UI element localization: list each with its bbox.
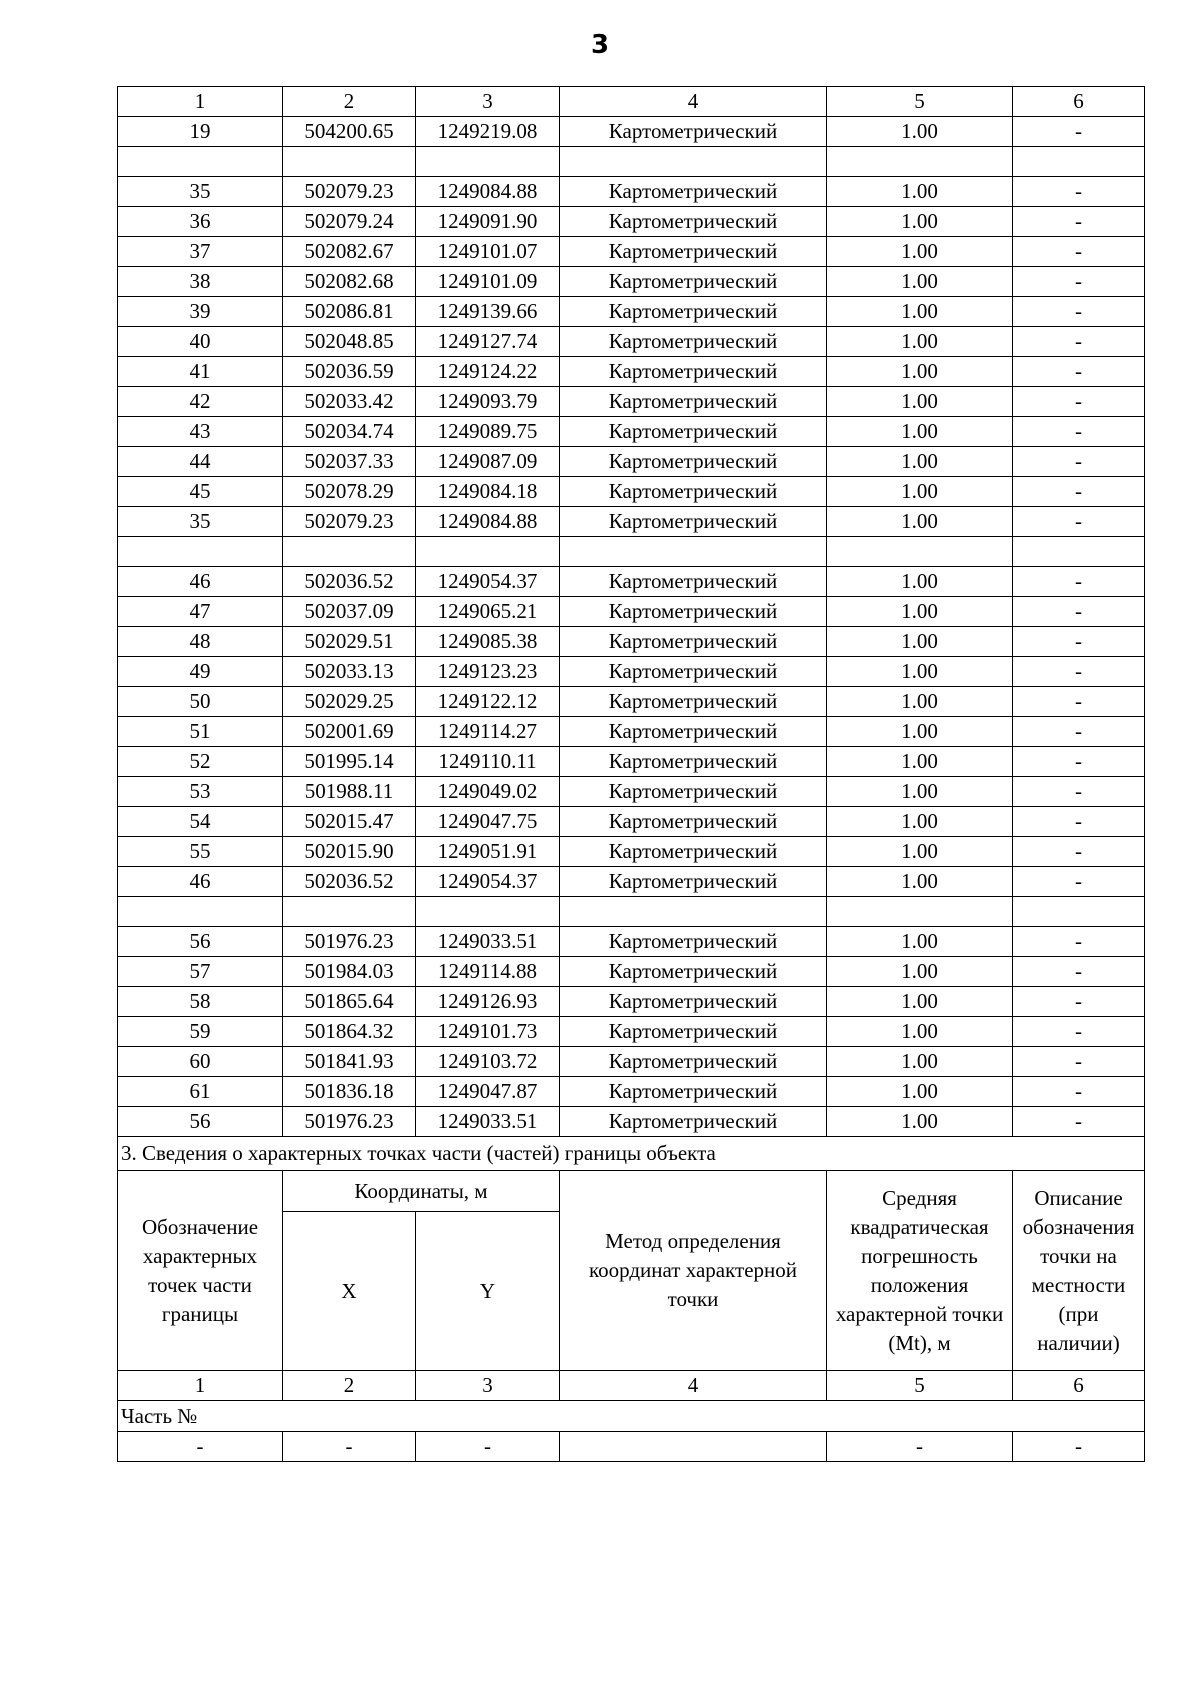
point-number-cell: 56	[118, 927, 283, 957]
column-number-cell: 1	[118, 1371, 283, 1401]
y-coordinate-cell: 1249047.87	[416, 1077, 560, 1107]
point-number-cell: 40	[118, 327, 283, 357]
error-cell: 1.00	[827, 327, 1013, 357]
error-cell: 1.00	[827, 477, 1013, 507]
description-cell: -	[1013, 957, 1145, 987]
point-number-cell: 54	[118, 807, 283, 837]
empty-cell	[118, 537, 283, 567]
point-number-cell: 35	[118, 507, 283, 537]
method-cell: Картометрический	[560, 687, 827, 717]
separator-row	[118, 897, 1145, 927]
empty-cell	[283, 537, 416, 567]
error-cell: 1.00	[827, 717, 1013, 747]
description-cell: -	[1013, 357, 1145, 387]
y-coordinate-cell: 1249139.66	[416, 297, 560, 327]
table-row	[118, 1017, 1145, 1047]
method-cell: Картометрический	[560, 507, 827, 537]
table-row	[118, 1077, 1145, 1107]
error-cell: 1.00	[827, 687, 1013, 717]
description-cell: -	[1013, 477, 1145, 507]
description-cell: -	[1013, 1017, 1145, 1047]
section-title-row	[118, 1137, 1145, 1171]
point-number-cell: 52	[118, 747, 283, 777]
empty-cell	[827, 897, 1013, 927]
description-cell: -	[1013, 447, 1145, 477]
method-cell: Картометрический	[560, 657, 827, 687]
x-coordinate-cell: 502001.69	[283, 717, 416, 747]
y-coordinate-cell: 1249114.27	[416, 717, 560, 747]
point-number-cell: 42	[118, 387, 283, 417]
table-row	[118, 957, 1145, 987]
method-cell: Картометрический	[560, 417, 827, 447]
description-cell: -	[1013, 807, 1145, 837]
point-number-cell: 48	[118, 627, 283, 657]
error-cell: 1.00	[827, 597, 1013, 627]
part-label: Часть №	[118, 1401, 1145, 1432]
part-label-row	[118, 1401, 1145, 1432]
empty-cell	[416, 897, 560, 927]
page-number: 3	[590, 30, 610, 60]
description-cell: -	[1013, 687, 1145, 717]
table-row	[118, 207, 1145, 237]
description-cell: -	[1013, 1077, 1145, 1107]
y-coordinate-cell: 1249047.75	[416, 807, 560, 837]
header-description: Описание обозначения точки на местности (при наличии)	[1013, 1171, 1145, 1371]
table-row	[118, 567, 1145, 597]
table-row	[118, 507, 1145, 537]
method-cell: Картометрический	[560, 807, 827, 837]
x-coordinate-cell: 501976.23	[283, 927, 416, 957]
y-coordinate-cell: 1249049.02	[416, 777, 560, 807]
method-cell: Картометрический	[560, 627, 827, 657]
point-number-cell: 44	[118, 447, 283, 477]
point-number-cell: 56	[118, 1107, 283, 1137]
method-cell: Картометрический	[560, 1077, 827, 1107]
method-cell: Картометрический	[560, 207, 827, 237]
y-coordinate-cell: 1249051.91	[416, 837, 560, 867]
method-cell: Картометрический	[560, 717, 827, 747]
description-cell: -	[1013, 927, 1145, 957]
y-coordinate-cell: 1249103.72	[416, 1047, 560, 1077]
empty-cell	[283, 897, 416, 927]
empty-cell	[827, 147, 1013, 177]
x-coordinate-cell: 501984.03	[283, 957, 416, 987]
x-coordinate-cell: 502078.29	[283, 477, 416, 507]
method-cell: Картометрический	[560, 177, 827, 207]
description-cell: -	[1013, 237, 1145, 267]
description-cell: -	[1013, 837, 1145, 867]
error-cell: -	[827, 1432, 1013, 1462]
header-method: Метод определения координат характерной точки	[560, 1171, 827, 1371]
method-cell: Картометрический	[560, 837, 827, 867]
method-cell: Картометрический	[560, 957, 827, 987]
description-cell: -	[1013, 417, 1145, 447]
error-cell: 1.00	[827, 777, 1013, 807]
x-coordinate-cell: 502029.51	[283, 627, 416, 657]
description-cell: -	[1013, 597, 1145, 627]
column-number-cell: 5	[827, 1371, 1013, 1401]
x-coordinate-cell: 502034.74	[283, 417, 416, 447]
empty-cell	[560, 147, 827, 177]
table-row	[118, 417, 1145, 447]
boundary-points-table	[117, 86, 1145, 1462]
point-number-cell: 60	[118, 1047, 283, 1077]
column-number-cell: 3	[416, 87, 560, 117]
y-coordinate-cell: 1249089.75	[416, 417, 560, 447]
x-coordinate-cell: 501995.14	[283, 747, 416, 777]
point-number-cell: 46	[118, 567, 283, 597]
method-cell: Картометрический	[560, 867, 827, 897]
table-row	[118, 1047, 1145, 1077]
y-coordinate-cell: 1249219.08	[416, 117, 560, 147]
description-cell: -	[1013, 207, 1145, 237]
table-row	[118, 777, 1145, 807]
column-number-cell: 4	[560, 1371, 827, 1401]
method-cell: Картометрический	[560, 327, 827, 357]
column-number-cell: 5	[827, 87, 1013, 117]
empty-cell	[118, 147, 283, 177]
description-cell: -	[1013, 177, 1145, 207]
error-cell: 1.00	[827, 237, 1013, 267]
table-row	[118, 387, 1145, 417]
method-cell: Картометрический	[560, 987, 827, 1017]
x-coordinate-cell: 502082.67	[283, 237, 416, 267]
description-cell: -	[1013, 507, 1145, 537]
method-cell: Картометрический	[560, 117, 827, 147]
separator-row	[118, 147, 1145, 177]
table-row	[118, 327, 1145, 357]
description-cell: -	[1013, 267, 1145, 297]
x-coordinate-cell: 502029.25	[283, 687, 416, 717]
point-number-cell: 61	[118, 1077, 283, 1107]
method-cell: Картометрический	[560, 297, 827, 327]
point-number-cell: 53	[118, 777, 283, 807]
empty-cell	[560, 537, 827, 567]
table-row	[118, 807, 1145, 837]
column-number-cell: 6	[1013, 87, 1145, 117]
description-cell: -	[1013, 297, 1145, 327]
table-row	[118, 117, 1145, 147]
x-coordinate-cell: 502033.13	[283, 657, 416, 687]
empty-cell	[1013, 897, 1145, 927]
column-number-cell: 2	[283, 1371, 416, 1401]
error-cell: 1.00	[827, 387, 1013, 417]
error-cell: 1.00	[827, 1047, 1013, 1077]
table-row	[118, 477, 1145, 507]
table-body	[118, 87, 1145, 1462]
x-coordinate-cell: 501988.11	[283, 777, 416, 807]
description-cell: -	[1013, 117, 1145, 147]
point-number-cell: -	[118, 1432, 283, 1462]
error-cell: 1.00	[827, 207, 1013, 237]
description-cell: -	[1013, 867, 1145, 897]
table-row	[118, 357, 1145, 387]
empty-cell	[1013, 147, 1145, 177]
point-number-cell: 37	[118, 237, 283, 267]
error-cell: 1.00	[827, 927, 1013, 957]
table-row	[118, 1107, 1145, 1137]
table-row	[118, 867, 1145, 897]
table-row	[118, 237, 1145, 267]
x-coordinate-cell: 502036.52	[283, 867, 416, 897]
y-coordinate-cell: 1249110.11	[416, 747, 560, 777]
x-coordinate-cell: 504200.65	[283, 117, 416, 147]
table-row	[118, 927, 1145, 957]
table-row	[118, 627, 1145, 657]
table-row	[118, 747, 1145, 777]
description-cell: -	[1013, 777, 1145, 807]
error-cell: 1.00	[827, 417, 1013, 447]
table-row	[118, 657, 1145, 687]
empty-cell	[416, 537, 560, 567]
point-number-cell: 49	[118, 657, 283, 687]
y-coordinate-cell: 1249126.93	[416, 987, 560, 1017]
x-coordinate-cell: 502082.68	[283, 267, 416, 297]
description-cell: -	[1013, 747, 1145, 777]
description-cell: -	[1013, 1047, 1145, 1077]
section-header-row	[118, 1171, 1145, 1212]
method-cell: Картометрический	[560, 477, 827, 507]
y-coordinate-cell: 1249084.18	[416, 477, 560, 507]
table-row	[118, 1432, 1145, 1462]
header-error: Средняя квадратическая погрешность положения характерной точки (Mt), м	[827, 1171, 1013, 1371]
point-number-cell: 51	[118, 717, 283, 747]
header-coordinates: Координаты, м	[283, 1171, 560, 1212]
x-coordinate-cell: 501976.23	[283, 1107, 416, 1137]
x-coordinate-cell: 502036.52	[283, 567, 416, 597]
x-coordinate-cell: 502048.85	[283, 327, 416, 357]
column-number-cell: 3	[416, 1371, 560, 1401]
error-cell: 1.00	[827, 297, 1013, 327]
x-coordinate-cell: 502036.59	[283, 357, 416, 387]
point-number-cell: 45	[118, 477, 283, 507]
point-number-cell: 57	[118, 957, 283, 987]
empty-cell	[560, 897, 827, 927]
header-y: Y	[416, 1212, 560, 1371]
error-cell: 1.00	[827, 1107, 1013, 1137]
method-cell: Картометрический	[560, 237, 827, 267]
column-number-cell: 6	[1013, 1371, 1145, 1401]
error-cell: 1.00	[827, 807, 1013, 837]
y-coordinate-cell: 1249127.74	[416, 327, 560, 357]
x-coordinate-cell: 502037.09	[283, 597, 416, 627]
table-row	[118, 597, 1145, 627]
x-coordinate-cell: 502079.23	[283, 507, 416, 537]
empty-cell	[416, 147, 560, 177]
method-cell: Картометрический	[560, 1017, 827, 1047]
table-row	[118, 267, 1145, 297]
method-cell: Картометрический	[560, 1107, 827, 1137]
y-coordinate-cell: 1249033.51	[416, 1107, 560, 1137]
section-column-number-row	[118, 1371, 1145, 1401]
y-coordinate-cell: 1249114.88	[416, 957, 560, 987]
x-coordinate-cell: 502015.47	[283, 807, 416, 837]
y-coordinate-cell: 1249054.37	[416, 867, 560, 897]
y-coordinate-cell: 1249101.07	[416, 237, 560, 267]
point-number-cell: 35	[118, 177, 283, 207]
y-coordinate-cell: 1249033.51	[416, 927, 560, 957]
y-coordinate-cell: 1249093.79	[416, 387, 560, 417]
error-cell: 1.00	[827, 267, 1013, 297]
error-cell: 1.00	[827, 627, 1013, 657]
empty-cell	[1013, 537, 1145, 567]
error-cell: 1.00	[827, 957, 1013, 987]
x-coordinate-cell: 502033.42	[283, 387, 416, 417]
y-coordinate-cell: 1249123.23	[416, 657, 560, 687]
method-cell	[560, 1432, 827, 1462]
method-cell: Картометрический	[560, 597, 827, 627]
description-cell: -	[1013, 567, 1145, 597]
error-cell: 1.00	[827, 1017, 1013, 1047]
point-number-cell: 55	[118, 837, 283, 867]
y-coordinate-cell: -	[416, 1432, 560, 1462]
method-cell: Картометрический	[560, 357, 827, 387]
method-cell: Картометрический	[560, 567, 827, 597]
y-coordinate-cell: 1249085.38	[416, 627, 560, 657]
error-cell: 1.00	[827, 567, 1013, 597]
description-cell: -	[1013, 327, 1145, 357]
separator-row	[118, 537, 1145, 567]
y-coordinate-cell: 1249101.73	[416, 1017, 560, 1047]
y-coordinate-cell: 1249084.88	[416, 177, 560, 207]
error-cell: 1.00	[827, 447, 1013, 477]
point-number-cell: 41	[118, 357, 283, 387]
description-cell: -	[1013, 627, 1145, 657]
point-number-cell: 47	[118, 597, 283, 627]
table-row	[118, 177, 1145, 207]
error-cell: 1.00	[827, 507, 1013, 537]
point-number-cell: 50	[118, 687, 283, 717]
point-number-cell: 58	[118, 987, 283, 1017]
x-coordinate-cell: 502086.81	[283, 297, 416, 327]
method-cell: Картометрический	[560, 927, 827, 957]
x-coordinate-cell: 501841.93	[283, 1047, 416, 1077]
y-coordinate-cell: 1249084.88	[416, 507, 560, 537]
y-coordinate-cell: 1249054.37	[416, 567, 560, 597]
error-cell: 1.00	[827, 1077, 1013, 1107]
header-point-designation: Обозначение характерных точек части границы	[118, 1171, 283, 1371]
empty-cell	[118, 897, 283, 927]
error-cell: 1.00	[827, 837, 1013, 867]
table-row	[118, 987, 1145, 1017]
point-number-cell: 36	[118, 207, 283, 237]
point-number-cell: 43	[118, 417, 283, 447]
method-cell: Картометрический	[560, 267, 827, 297]
column-number-row	[118, 87, 1145, 117]
table-row	[118, 837, 1145, 867]
column-number-cell: 2	[283, 87, 416, 117]
y-coordinate-cell: 1249124.22	[416, 357, 560, 387]
point-number-cell: 19	[118, 117, 283, 147]
error-cell: 1.00	[827, 987, 1013, 1017]
description-cell: -	[1013, 1107, 1145, 1137]
x-coordinate-cell: 501865.64	[283, 987, 416, 1017]
x-coordinate-cell: 502015.90	[283, 837, 416, 867]
empty-cell	[283, 147, 416, 177]
table-row	[118, 447, 1145, 477]
error-cell: 1.00	[827, 177, 1013, 207]
description-cell: -	[1013, 717, 1145, 747]
description-cell: -	[1013, 987, 1145, 1017]
error-cell: 1.00	[827, 867, 1013, 897]
y-coordinate-cell: 1249122.12	[416, 687, 560, 717]
empty-cell	[827, 537, 1013, 567]
error-cell: 1.00	[827, 357, 1013, 387]
description-cell: -	[1013, 657, 1145, 687]
table-row	[118, 297, 1145, 327]
description-cell: -	[1013, 387, 1145, 417]
point-number-cell: 38	[118, 267, 283, 297]
section-title: 3. Сведения о характерных точках части (частей) границы объекта	[118, 1137, 1145, 1171]
x-coordinate-cell: 502037.33	[283, 447, 416, 477]
x-coordinate-cell: 502079.24	[283, 207, 416, 237]
method-cell: Картометрический	[560, 777, 827, 807]
error-cell: 1.00	[827, 747, 1013, 777]
error-cell: 1.00	[827, 117, 1013, 147]
table-row	[118, 717, 1145, 747]
error-cell: 1.00	[827, 657, 1013, 687]
description-cell: -	[1013, 1432, 1145, 1462]
point-number-cell: 39	[118, 297, 283, 327]
method-cell: Картометрический	[560, 387, 827, 417]
point-number-cell: 46	[118, 867, 283, 897]
x-coordinate-cell: 502079.23	[283, 177, 416, 207]
x-coordinate-cell: 501836.18	[283, 1077, 416, 1107]
header-x: X	[283, 1212, 416, 1371]
y-coordinate-cell: 1249065.21	[416, 597, 560, 627]
y-coordinate-cell: 1249091.90	[416, 207, 560, 237]
column-number-cell: 1	[118, 87, 283, 117]
y-coordinate-cell: 1249101.09	[416, 267, 560, 297]
method-cell: Картометрический	[560, 747, 827, 777]
method-cell: Картометрический	[560, 1047, 827, 1077]
table-row	[118, 687, 1145, 717]
column-number-cell: 4	[560, 87, 827, 117]
y-coordinate-cell: 1249087.09	[416, 447, 560, 477]
method-cell: Картометрический	[560, 447, 827, 477]
point-number-cell: 59	[118, 1017, 283, 1047]
x-coordinate-cell: -	[283, 1432, 416, 1462]
x-coordinate-cell: 501864.32	[283, 1017, 416, 1047]
